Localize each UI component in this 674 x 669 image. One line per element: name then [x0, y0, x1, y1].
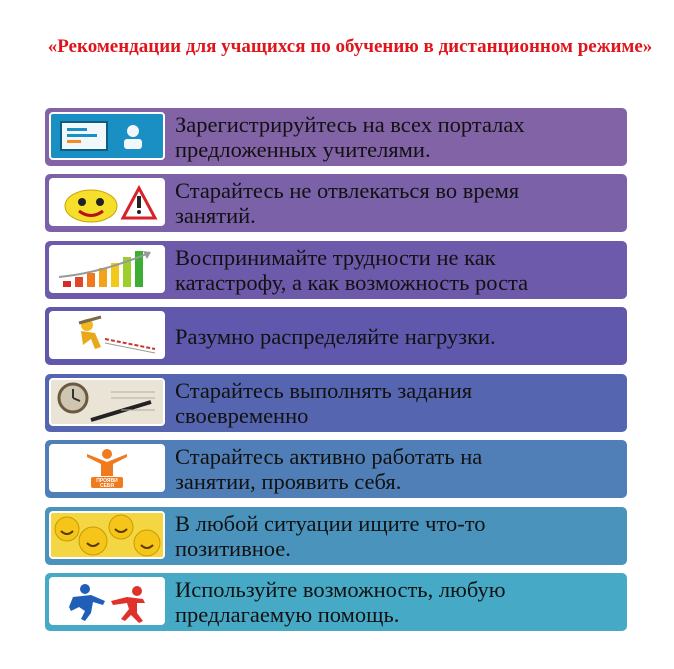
recommendation-text: Старайтесь активно работать на занятии, проявить себя.	[175, 444, 483, 494]
recommendation-text: Старайтесь выполнять задания своевременно	[175, 378, 473, 428]
no-distraction-smiley-icon	[49, 178, 165, 226]
recommendation-text: Воспринимайте трудности не как катастрофу, а как возможность роста	[175, 245, 529, 295]
recommendation-text: Используйте возможность, любую предлагаемую помощь.	[175, 577, 506, 627]
helping-hand-icon	[49, 577, 165, 625]
recommendation-item	[45, 573, 627, 631]
show-yourself-label: ПРОЯВИ СЕБЯ	[96, 478, 118, 489]
recommendation-text: Старайтесь не отвлекаться во время занятий.	[175, 178, 520, 228]
computer-registration-icon	[49, 112, 165, 160]
recommendation-item	[45, 440, 627, 498]
recommendation-item	[45, 307, 627, 365]
page-title: «Рекомендации для учащихся по обучению в дистанционном режиме»	[47, 36, 653, 57]
show-yourself-icon	[49, 444, 165, 492]
workload-figure-icon	[49, 311, 165, 359]
recommendation-item	[45, 241, 627, 299]
clock-and-pen-icon	[49, 378, 165, 426]
happy-smileys-icon	[49, 511, 165, 559]
recommendation-text: Зарегистрируйтесь на всех порталах предложенных учителями.	[175, 112, 525, 162]
recommendation-item	[45, 374, 627, 432]
recommendation-item	[45, 108, 627, 166]
recommendation-item	[45, 507, 627, 565]
recommendation-text: Разумно распределяйте нагрузки.	[175, 323, 496, 349]
recommendation-item	[45, 174, 627, 232]
recommendation-text: В любой ситуации ищите что-то позитивное.	[175, 511, 486, 561]
growth-bar-chart-icon	[49, 245, 165, 293]
